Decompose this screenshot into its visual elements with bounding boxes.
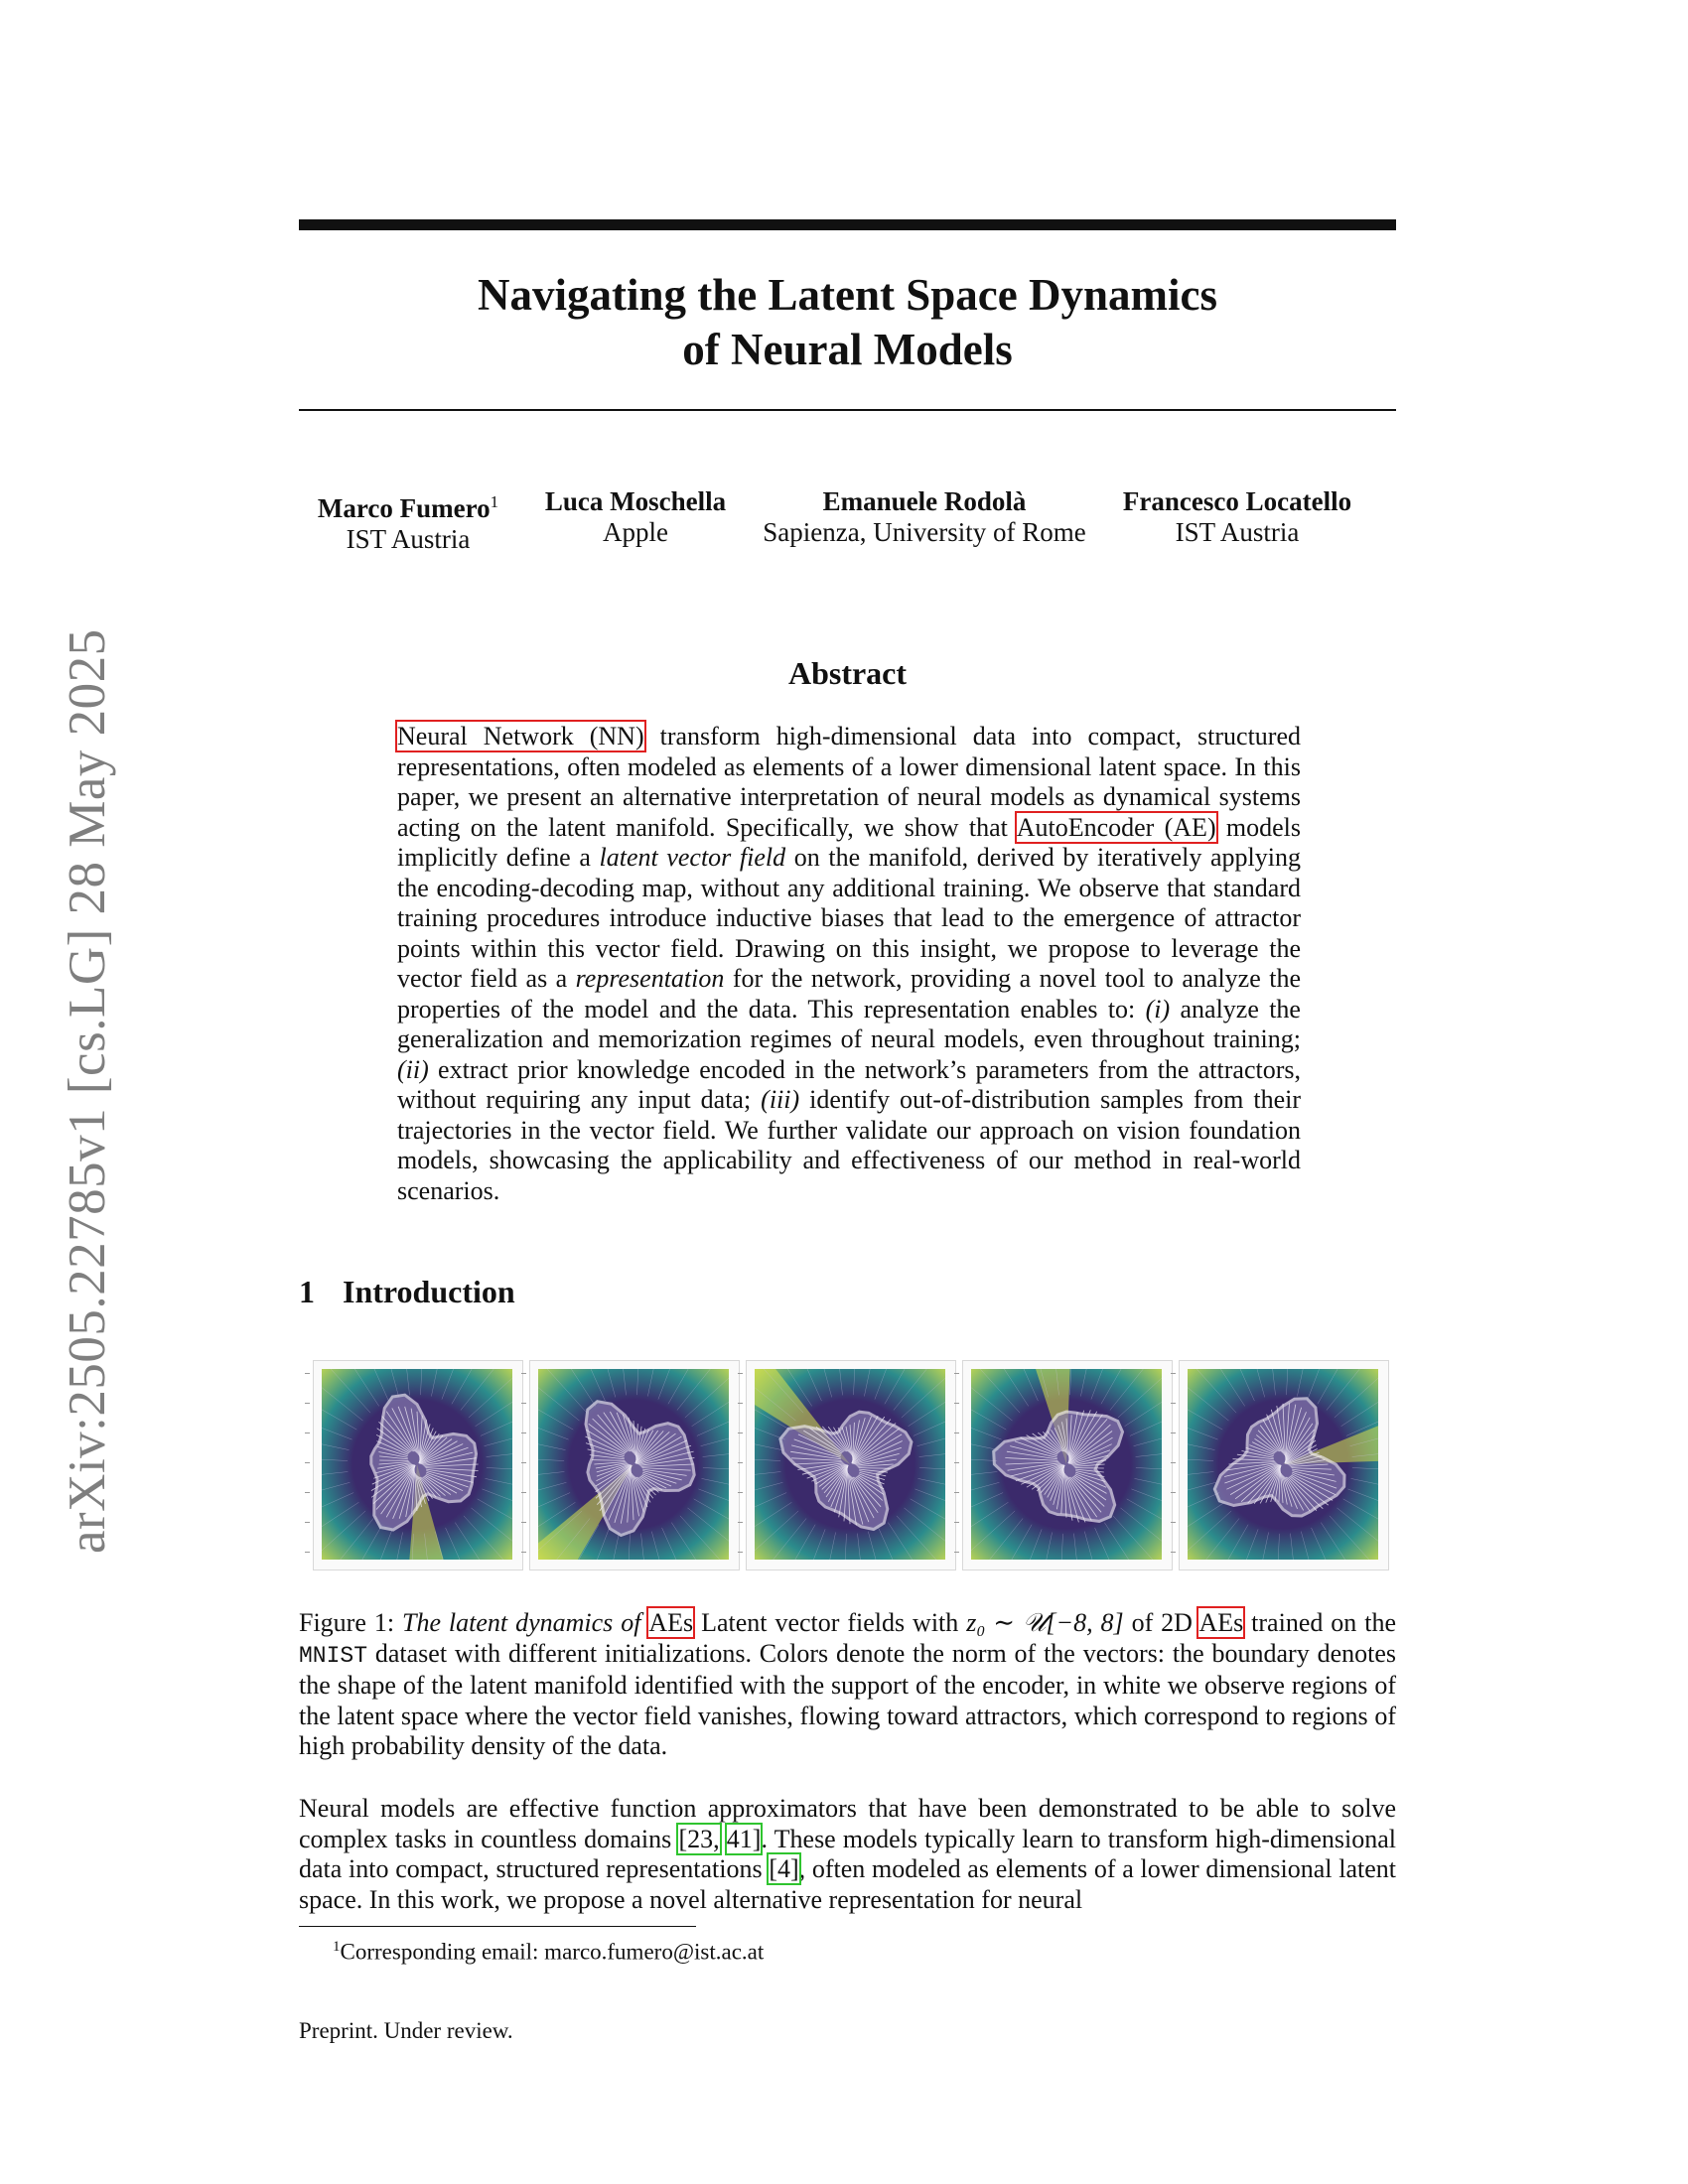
vector-field-panel [1179, 1360, 1389, 1570]
vector-field-svg [1188, 1369, 1378, 1560]
axis-tick [954, 1403, 959, 1404]
axis-tick [954, 1522, 959, 1523]
author-affiliation: Apple [603, 517, 668, 547]
axis-tick [954, 1492, 959, 1493]
axis-tick [521, 1462, 526, 1463]
axis-tick [738, 1403, 743, 1404]
axis-tick [521, 1373, 526, 1374]
vector-field-plot [1188, 1369, 1378, 1560]
author-name: Emanuele Rodolà [822, 486, 1027, 516]
vector-field-svg [755, 1369, 945, 1560]
axis-tick [305, 1522, 310, 1523]
axis-tick [738, 1462, 743, 1463]
axis-tick [305, 1403, 310, 1404]
author-2 [541, 486, 730, 548]
axis-tick [1171, 1492, 1176, 1493]
author-affiliation: IST Austria [346, 524, 471, 554]
vector-field-plot [322, 1369, 512, 1560]
axis-tick [1171, 1522, 1176, 1523]
abstract-heading: Abstract [787, 655, 908, 691]
citation-link[interactable]: [23, [678, 1824, 720, 1853]
axis-tick [1171, 1373, 1176, 1374]
vector-field-panel [962, 1360, 1173, 1570]
title-line-1: Navigating the Latent Space Dynamics [478, 270, 1217, 320]
footnote: $^1$Corresponding email: marco.fumero@ist.ac.at [333, 1939, 765, 1965]
caption-math: z₀ ∼ 𝒰[−8, 8] [966, 1608, 1124, 1637]
preprint-notice: Preprint. Under review. [299, 2018, 513, 2043]
axis-tick [521, 1552, 526, 1553]
vector-field-svg [322, 1369, 512, 1560]
author-affiliation: Sapienza, University of Rome [763, 517, 1086, 547]
axis-tick [738, 1492, 743, 1493]
axis-tick [521, 1403, 526, 1404]
paper-title [299, 268, 1396, 377]
title-top-rule [299, 219, 1396, 230]
figure-1 [303, 1360, 1395, 1583]
acronym-link-aes[interactable]: AEs [648, 1608, 694, 1637]
dataset-name: MNIST [299, 1642, 368, 1669]
citation-link[interactable]: 41] [726, 1824, 762, 1853]
author-name: Luca Moschella [544, 486, 727, 516]
axis-tick [954, 1373, 959, 1374]
title-line-2: of Neural Models [682, 325, 1013, 374]
figure-1-caption: Figure 1: The latent dynamics of AEs Latent vector fields with z₀ ∼ 𝒰[−8, 8] of 2D AEs trained on the MNIST dataset with different initializations. Colors denote the norm of the vectors: the boundary denotes the shape of the latent manifold identified with the support of the encoder, in white we observe regions of the latent space where the vector field vanishes, flowing toward attractors, which correspond to regions of high probability density of the data. [299, 1608, 1396, 1760]
author-footnote-mark[interactable]: 1 [490, 492, 499, 511]
vector-field-svg [971, 1369, 1162, 1560]
author-1 [314, 486, 502, 555]
arxiv-identifier-stamp: arXiv:2505.22785v1 [cs.LG] 28 May 2025 [59, 628, 116, 1554]
axis-tick [1171, 1552, 1176, 1553]
emphasis-representation: representation [575, 964, 725, 993]
vector-field-plot [971, 1369, 1162, 1560]
vector-field-plot [755, 1369, 945, 1560]
axis-tick [738, 1552, 743, 1553]
emphasis-latent-vector-field: latent vector field [599, 843, 786, 872]
author-name: Francesco Locatello [1122, 486, 1352, 516]
author-3 [756, 486, 1093, 548]
footnote-rule [299, 1926, 696, 1927]
section-number: 1 [299, 1274, 315, 1309]
axis-tick [305, 1552, 310, 1553]
axis-tick [1171, 1403, 1176, 1404]
citation-link[interactable]: [4] [769, 1854, 799, 1883]
title-bottom-rule [299, 409, 1396, 411]
abstract-text: Neural Network (NN) transform high-dimensional data into compact, structured representations, often modeled as elements of a lower dimensional latent space. In this paper, we present an alternative interpretation of neural models as dynamical systems acting on the latent manifold. Specifically, we show that AutoEncoder (AE) models implicitly define a latent vector field on the manifold, derived by iteratively applying the encoding-decoding map, without any additional training. We observe that standard training procedures introduce inductive biases that lead to the emergence of attractor points within this vector field. Drawing on this insight, we propose to leverage the vector field as a representation for the network, providing a novel tool to analyze the properties of the model and the data. This representation enables to: (i) analyze the generalization and memorization regimes of neural models, even throughout training; (ii) extract prior knowledge encoded in the network’s parameters from the attractors, without requiring any input data; (iii) identify out-of-distribution samples from their trajectories in the vector field. We further validate our approach on vision foundation models, showcasing the applicability and effectiveness of our method in real-world scenarios. [397, 722, 1302, 1205]
author-affiliation: IST Austria [1175, 517, 1300, 547]
vector-field-panel [746, 1360, 956, 1570]
axis-tick [305, 1462, 310, 1463]
footnote-text: Corresponding email: marco.fumero@ist.ac.at [340, 1939, 765, 1965]
axis-tick [305, 1492, 310, 1493]
vector-field-svg [538, 1369, 729, 1560]
intro-paragraph: Neural models are effective function approximators that have been demonstrated to be able to solve complex tasks in countless domains [23, 41]. These models typically learn to transform high-dimensional data into compact, structured representations [4], often modeled as elements of a lower dimensional latent space. In this work, we propose a novel alternative representation for neural [299, 1794, 1397, 1914]
section-title: Introduction [343, 1274, 515, 1309]
acronym-link-aes[interactable]: AEs [1198, 1608, 1244, 1637]
axis-tick [521, 1522, 526, 1523]
axis-tick [1171, 1462, 1176, 1463]
acronym-link-ae[interactable]: AutoEncoder (AE) [1016, 812, 1216, 842]
axis-tick [954, 1462, 959, 1463]
vector-field-panel [529, 1360, 740, 1570]
axis-tick [521, 1492, 526, 1493]
axis-tick [738, 1522, 743, 1523]
axis-tick [954, 1552, 959, 1553]
vector-field-plot [538, 1369, 729, 1560]
section-heading-introduction [299, 1274, 515, 1310]
author-4 [1118, 486, 1356, 548]
axis-tick [305, 1373, 310, 1374]
acronym-link-nn[interactable]: Neural Network (NN) [397, 722, 644, 751]
author-block [299, 486, 1396, 556]
author-name: Marco Fumero [317, 493, 491, 523]
axis-tick [738, 1373, 743, 1374]
vector-field-panel [313, 1360, 523, 1570]
